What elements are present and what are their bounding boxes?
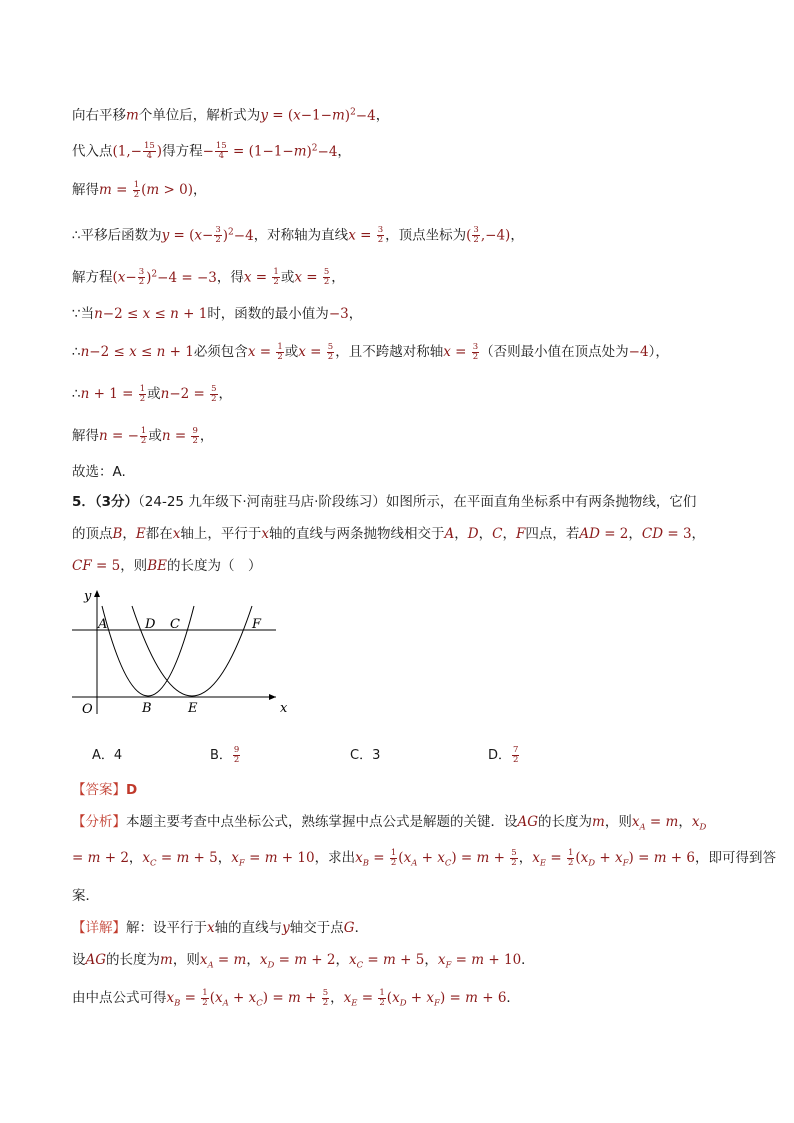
detail-line-3: 由中点公式可得$x_B$ = $\frac{1}{2}$ $(x_A + x_C) = m$ + $\frac{5}{2}$ ，$x_E$ = $\frac{1}{2}$ $(x_D + x_F) = m + 6$．: [72, 987, 520, 1009]
label-a: A: [98, 617, 108, 632]
parabola-figure: [68, 584, 300, 720]
answer-line: [72, 780, 137, 800]
analysis-line-3: 案．: [72, 888, 99, 904]
option-c-label: C．3: [350, 748, 381, 763]
question-line-1: [72, 492, 696, 512]
question-text-1: 如图所示，在平面直角坐标系中有两条抛物线，它们: [385, 494, 697, 510]
label-x: x: [280, 701, 288, 716]
option-a[interactable]: [92, 744, 122, 763]
label-f: F: [252, 617, 262, 632]
question-source: （24-25 九年级下·河南驻马店·阶段练习）: [138, 494, 386, 510]
solution-line-3: 解得m = $\frac{1}{2}$ (m > 0)，: [72, 179, 207, 200]
label-e: E: [188, 701, 198, 716]
solution-line-1: 向右平移m个单位后，解析式为$y = (x-1-m)^2-4$，: [72, 107, 390, 124]
detail-tag: 【详解】: [72, 920, 126, 936]
answer-tag: 【答案】: [72, 782, 126, 798]
option-c[interactable]: [350, 744, 380, 763]
analysis-line-1: 【分析】本题主要考查中点坐标公式，熟练掌握中点公式是解题的关键．设AG的长度为m，则$x_A = m$，$x_D$: [72, 814, 707, 833]
solution-line-9: 解得n = − $\frac{1}{2}$ 或n = $\frac{9}{2}$ ，: [72, 425, 214, 446]
label-y: y: [84, 589, 92, 604]
y-axis-arrow-icon: [94, 590, 100, 597]
solution-line-7: ∴n−2 ≤ x ≤ n + 1必须包含x = $\frac{1}{2}$ 或x = $\frac{5}{2}$ ，且不跨越对称轴x = $\frac{3}{2}$ （否则最小值在顶点处为−4），: [72, 341, 669, 362]
detail-line-2: 设AG的长度为m，则$x_A = m$，$x_D = m + 2$，$x_C = m + 5$，$x_F = m + 10$．: [72, 952, 535, 971]
option-a-label: A．4: [92, 748, 123, 763]
label-b: B: [142, 701, 152, 716]
solution-line-5: 解方程(x− $\frac{3}{2}$ )$^2$−4 = −3，得x = $\frac{1}{2}$ 或x = $\frac{5}{2}$ ，: [72, 267, 345, 287]
option-d[interactable]: D． $\frac{7}{2}$: [488, 745, 519, 765]
question-line-3: CF = 5，则BE的长度为（ ）: [72, 558, 262, 574]
solution-line-6: ∵当n−2 ≤ x ≤ n + 1时，函数的最小值为−3，: [72, 306, 363, 322]
solution-line-10: 故选：A.: [72, 464, 126, 480]
label-c: C: [170, 617, 180, 632]
solution-line-2: 代入点(1,− $\frac{15}{4}$ )得方程− $\frac{15}{4}$ = $(1-1-m)^2-4$，: [72, 141, 351, 161]
x-axis-arrow-icon: [269, 694, 276, 700]
label-d: D: [145, 617, 156, 632]
solution-line-4: ∴平移后函数为y = (x− $\frac{3}{2}$ )$^2$−4，对称轴为直线x = $\frac{3}{2}$ ，顶点坐标为( $\frac{3}{2}$ ,−4)，: [72, 225, 524, 245]
question-number: 5．（3分）: [72, 494, 139, 510]
label-o: O: [82, 702, 93, 717]
option-b[interactable]: B． $\frac{9}{2}$: [210, 745, 240, 765]
detail-line-1: 【详解】解：设平行于x轴的直线与y轴交于点G．: [72, 920, 369, 936]
answer-value: D: [126, 782, 138, 798]
analysis-line-2: = m + 2，$x_C = m + 5$，$x_F = m + 10$，求出$x_B$ = $\frac{1}{2}$ $(x_A + x_C) = m$ + $\frac{5}{2}$ ，$x_E$ = $\frac{1}{2}$ $(x_D + x_F) = m + 6$，即可得到答: [72, 847, 776, 869]
analysis-tag: 【分析】: [72, 814, 126, 830]
solution-line-8: ∴n + 1 = $\frac{1}{2}$ 或n−2 = $\frac{5}{2}$ ，: [72, 383, 233, 404]
question-line-2: 的顶点B，E都在x轴上，平行于x轴的直线与两条抛物线相交于A，D，C，F四点，若AD = 2，CD = 3，: [72, 526, 706, 542]
